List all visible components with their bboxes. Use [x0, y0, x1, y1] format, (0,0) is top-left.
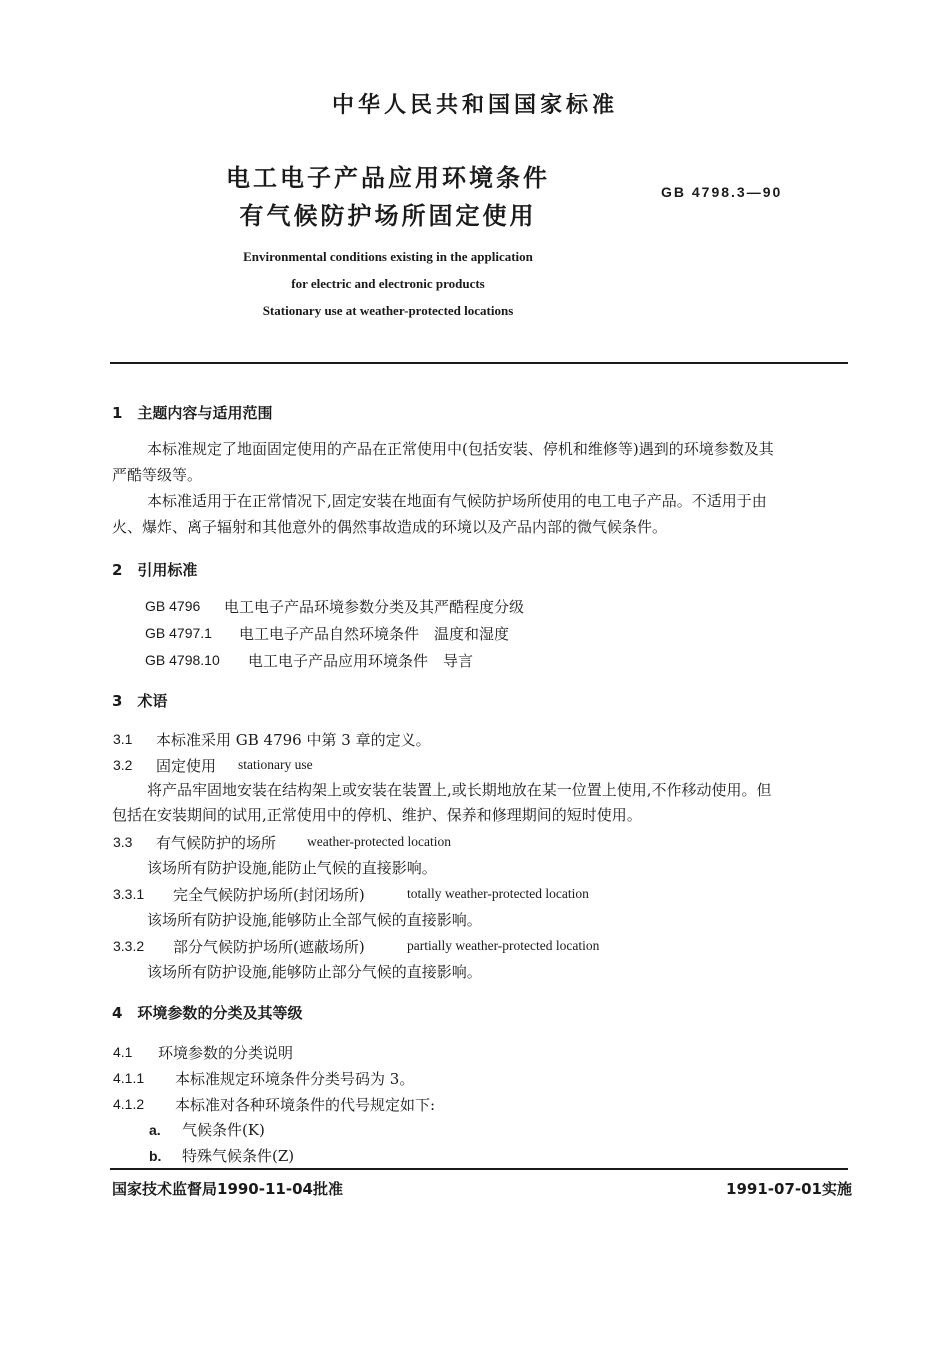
item-4-1-2-text: 本标准对各种环境条件的代号规定如下:	[175, 1096, 436, 1114]
term-3-3-cn: 有气候防护的场所	[156, 834, 277, 852]
title-en-line3: Stationary use at weather-protected locations	[262, 303, 514, 318]
section-4-heading: 4 环境参数的分类及其等级	[112, 1004, 303, 1022]
term-3-3-number: 3.3	[113, 834, 133, 850]
term-3-3-2-en: partially weather-protected location	[407, 938, 600, 953]
effective-date: 1991-07-01实施	[726, 1180, 852, 1198]
section-1-heading: 1 主题内容与适用范围	[112, 404, 273, 422]
term-3-3-1-def: 该场所有防护设施,能够防止全部气候的直接影响。	[147, 911, 482, 929]
item-4-1-2-number: 4.1.2	[113, 1096, 145, 1112]
s1-p2-line2: 火、爆炸、离子辐射和其他意外的偶然事故造成的环境以及产品内部的微气候条件。	[112, 518, 668, 536]
term-3-1-number: 3.1	[113, 731, 133, 747]
ref-code: GB 4798.10	[145, 652, 220, 668]
title-cn-line2: 有气候防护场所固定使用	[239, 202, 537, 230]
section-3-heading: 3 术语	[112, 692, 168, 710]
ref-title: 电工电子产品自然环境条件 温度和湿度	[239, 625, 510, 643]
term-3-2-number: 3.2	[113, 757, 133, 773]
s1-p2-line1: 本标准适用于在正常情况下,固定安装在地面有气候防护场所使用的电工电子产品。不适用于由	[147, 492, 767, 510]
term-3-1-text: 本标准采用 GB 4796 中第 3 章的定义。	[156, 731, 431, 749]
section-2-heading: 2 引用标准	[112, 561, 198, 579]
item-4-1-1-number: 4.1.1	[113, 1070, 145, 1086]
footer-rule	[110, 1168, 848, 1170]
s1-p1-line1: 本标准规定了地面固定使用的产品在正常使用中(包括安装、停机和维修等)遇到的环境参数及其	[147, 440, 774, 458]
list-item-label: a.	[149, 1122, 161, 1138]
ref-title: 电工电子产品应用环境条件 导言	[248, 652, 474, 670]
title-cn-line1: 电工电子产品应用环境条件	[226, 164, 550, 192]
ref-code: GB 4796	[145, 598, 201, 614]
term-3-2-def-line1: 将产品牢固地安装在结构架上或安装在装置上,或长期地放在某一位置上使用,不作移动使用。但	[147, 781, 772, 799]
list-item-label: b.	[149, 1148, 162, 1164]
term-3-3-def: 该场所有防护设施,能防止气候的直接影响。	[147, 859, 437, 877]
s1-p1-line2: 严酷等级等。	[112, 466, 203, 484]
header-rule	[110, 362, 848, 364]
title-en-line1: Environmental conditions existing in the application	[243, 249, 533, 264]
ref-code: GB 4797.1	[145, 625, 212, 641]
term-3-2-def-line2: 包括在安装期间的试用,正常使用中的停机、维护、保养和修理期间的短时使用。	[112, 806, 642, 824]
term-3-2-en: stationary use	[238, 757, 313, 772]
term-3-3-1-number: 3.3.1	[113, 886, 145, 902]
term-3-3-1-en: totally weather-protected location	[407, 886, 589, 901]
approval-date: 国家技术监督局1990-11-04批准	[112, 1180, 343, 1198]
national-standard-header: 中华人民共和国国家标准	[331, 93, 618, 118]
item-4-1-number: 4.1	[113, 1044, 133, 1060]
item-4-1-text: 环境参数的分类说明	[158, 1044, 294, 1062]
ref-title: 电工电子产品环境参数分类及其严酷程度分级	[224, 598, 525, 616]
list-item-text: 特殊气候条件(Z)	[182, 1147, 295, 1165]
item-4-1-1-text: 本标准规定环境条件分类号码为 3。	[175, 1070, 415, 1088]
list-item-text: 气候条件(K)	[182, 1121, 265, 1139]
term-3-2-cn: 固定使用	[156, 757, 217, 775]
term-3-3-2-cn: 部分气候防护场所(遮蔽场所)	[173, 938, 365, 956]
title-en-line2: for electric and electronic products	[291, 276, 485, 291]
term-3-3-2-number: 3.3.2	[113, 938, 145, 954]
standard-code: GB 4798.3—90	[661, 184, 783, 200]
term-3-3-1-cn: 完全气候防护场所(封闭场所)	[173, 886, 365, 904]
term-3-3-2-def: 该场所有防护设施,能够防止部分气候的直接影响。	[147, 963, 482, 981]
term-3-3-en: weather-protected location	[307, 834, 452, 849]
